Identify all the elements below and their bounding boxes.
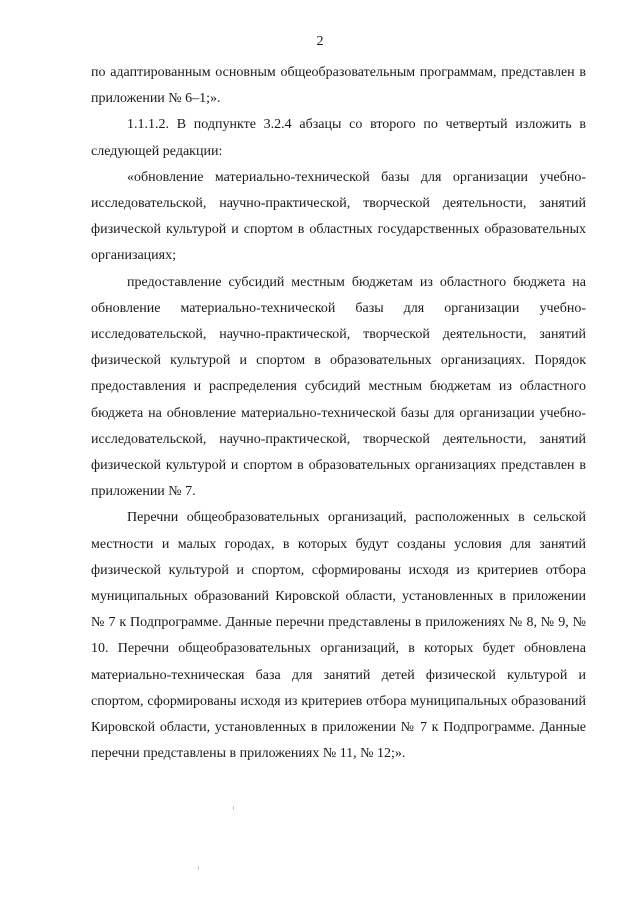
paragraph-subsidies: предоставление субсидий местным бюджетам из областного бюджета на обновление материально-технической базы для организации учебно-исследовательской, научно-практической, творческой деятельности, занятий физической культурой и спортом в образовательных организациях. Порядок предоставления и распределения субсидий местным бюджетам из областного бюджета на обновление материально-технической базы для организации учебно-исследовательской, научно-практической, творческой деятельности, занятий физической культурой и спортом в образовательных организациях представлен в приложении № 7. <box>91 274 586 500</box>
scan-artifact <box>198 866 199 870</box>
page-number: 2 <box>316 34 324 49</box>
document-body <box>91 60 586 767</box>
paragraph-lists: Перечни общеобразовательных организаций, расположенных в сельской местности и малых городах, в которых будут созданы условия для занятий физической культурой и спортом, сформированы исходя из критериев отбора муниципальных образований Кировской области, установленных в приложении № 7 к Подпрограмме. Данные перечни представлены в приложениях № 8, № 9, № 10. Перечни общеобразовательных организаций, в которых будет обновлена материально-техническая база для занятий детей физической культурой и спортом, сформированы исходя из критериев отбора муниципальных образований Кировской области, установленных в приложении № 7 к Подпрограмме. Данные перечни представлены в приложениях № 11, № 12;». <box>91 510 586 762</box>
paragraph-continuation: по адаптированным основным общеобразовательным программам, представлен в приложении № 6–1;». <box>91 65 586 107</box>
scan-artifact <box>233 806 234 810</box>
paragraph-amendment-heading: 1.1.1.2. В подпункте 3.2.4 абзацы со второго по четвертый изложить в следующей редакции: <box>91 117 586 159</box>
paragraph-quoted-first: «обновление материально-технической базы для организации учебно-исследовательской, научно-практической, творческой деятельности, занятий физической культурой и спортом в областных государственных образовательных организациях; <box>91 169 586 264</box>
